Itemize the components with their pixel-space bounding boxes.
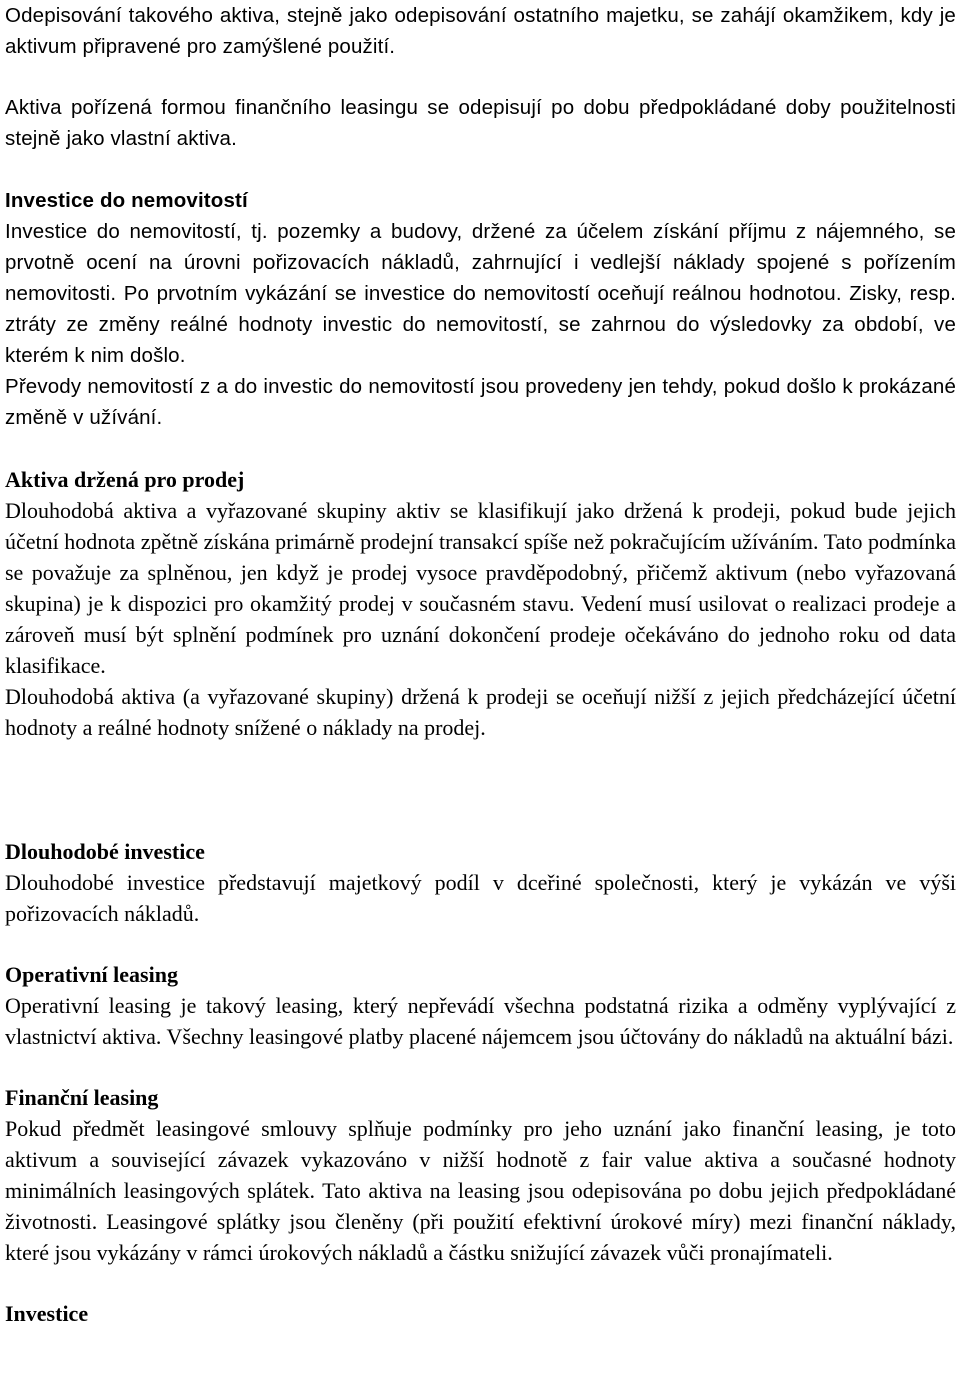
paragraph-financni-leasing: Pokud předmět leasingové smlouvy splňuje podmínky pro jeho uznání jako finanční leasing, je toto aktivum a související závazek vykazováno v nižší hodnotě z fair value aktiva a současné hodnoty minimálních leasingových splátek. Tato aktiva na leasing jsou odepisována po dobu jejich předpokládané životnosti. Leasingové splátky jsou členěny (při použití efektivní úrokové míry) mezi finanční náklady, které jsou vykázány v rámci úrokových nákladů a částku snižující závazek vůči pronajímateli. bbox=[5, 1116, 956, 1265]
paragraph-operativni-leasing: Operativní leasing je takový leasing, který nepřevádí všechna podstatná rizika a odměny vyplývající z vlastnictví aktiva. Všechny leasingové platby placené nájemcem jsou účtovány do nákladů na aktuální bázi. bbox=[5, 993, 956, 1049]
paragraph-investice-do-nemovitosti-2: Převody nemovitostí z a do investic do nemovitostí jsou provedeny jen tehdy, pokud došlo k prokázané změně v užívání. bbox=[5, 375, 956, 429]
heading-investice: Investice bbox=[5, 1301, 89, 1326]
paragraph-odepisovani: Odepisování takového aktiva, stejně jako odepisování ostatního majetku, se zahájí okamžikem, kdy je aktivum připravené pro zamýšlené použití. bbox=[5, 4, 956, 58]
heading-operativni-leasing: Operativní leasing bbox=[5, 962, 178, 987]
section-financni-leasing bbox=[5, 1082, 956, 1268]
section-aktiva-drzena-pro-prodej bbox=[5, 464, 956, 743]
paragraph-aktiva-drzena-1: Dlouhodobá aktiva a vyřazované skupiny aktiv se klasifikují jako držená k prodeji, pokud bude jejich účetní hodnota zpětně získána primárně prodejní transakcí spíše než pokračujícím užíváním. Tato podmínka se považuje za splněnou, jen když je prodej vysoce pravděpodobný, přičemž aktivum (nebo vyřazovaná skupina) je k dispozici pro okamžitý prodej v současném stavu. Vedení musí usilovat o realizaci prodeje a zároveň musí být splnění podmínek pro uznání dokončení prodeje očekáváno do jednoho roku od data klasifikace. bbox=[5, 498, 956, 678]
section-dlouhodobe-investice bbox=[5, 836, 956, 929]
paragraph-aktiva-drzena-2: Dlouhodobá aktiva (a vyřazované skupiny) držená k prodeji se oceňují nižší z jejich předcházející účetní hodnoty a reálné hodnoty snížené o náklady na prodej. bbox=[5, 684, 956, 740]
heading-investice-do-nemovitosti: Investice do nemovitostí bbox=[5, 189, 248, 212]
section-investice-do-nemovitosti bbox=[5, 185, 956, 433]
section-operativni-leasing bbox=[5, 959, 956, 1052]
heading-aktiva-drzena-pro-prodej: Aktiva držená pro prodej bbox=[5, 467, 245, 492]
paragraph-dlouhodobe-investice: Dlouhodobé investice představují majetkový podíl v dceřiné společnosti, který je vykázán ve výši pořizovacích nákladů. bbox=[5, 870, 956, 926]
paragraph-leasing-aktiva: Aktiva pořízená formou finančního leasingu se odepisují po dobu předpokládané doby použitelnosti stejně jako vlastní aktiva. bbox=[5, 96, 956, 150]
section-investice bbox=[5, 1298, 956, 1329]
section-odepisovani bbox=[5, 0, 956, 154]
document-page bbox=[5, 0, 956, 1329]
paragraph-investice-do-nemovitosti-1: Investice do nemovitostí, tj. pozemky a budovy, držené za účelem získání příjmu z nájemného, se prvotně ocení na úrovni pořizovacích nákladů, zahrnující i vedlejší náklady spojené s pořízením nemovitosti. Po prvotním vykázání se investice do nemovitostí oceňují reálnou hodnotou. Zisky, resp. ztráty ze změny reálné hodnoty investic do nemovitostí, se zahrnou do výsledovky za období, ve kterém k nim došlo. bbox=[5, 220, 956, 367]
heading-financni-leasing: Finanční leasing bbox=[5, 1085, 159, 1110]
heading-dlouhodobe-investice: Dlouhodobé investice bbox=[5, 839, 205, 864]
